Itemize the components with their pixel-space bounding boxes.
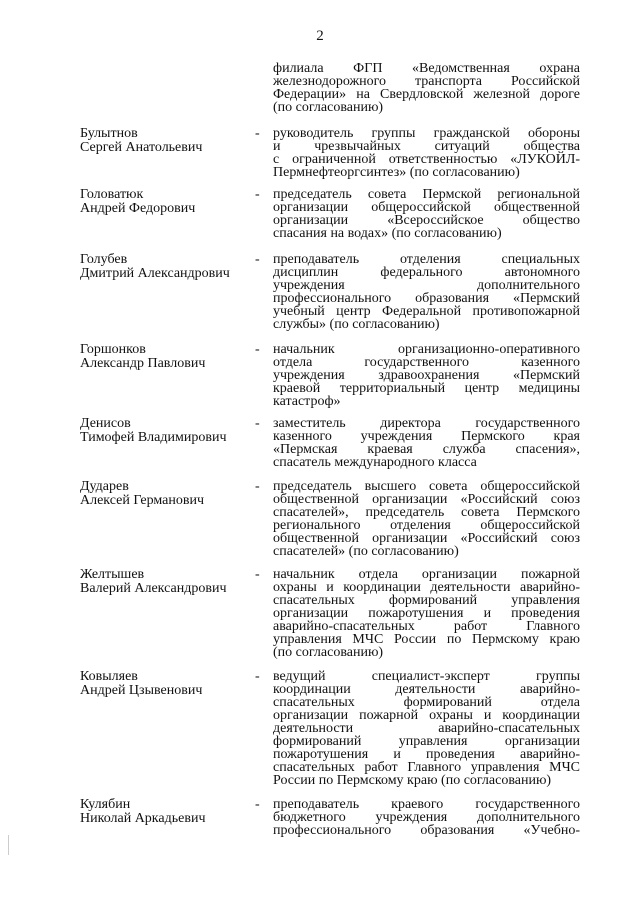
desc-line: учреждения здравоохранения «Пермский — [273, 368, 580, 383]
desc-line: спасатель международного класса — [273, 455, 477, 470]
member-given-name: Дмитрий Александрович — [80, 266, 230, 281]
desc-line: преподаватель отделения специальных — [273, 252, 580, 267]
dash-separator: - — [255, 797, 260, 812]
desc-line: спасательных формирований управления — [273, 593, 580, 608]
desc-line: Пермнефтеоргсинтез» (по согласованию) — [273, 165, 520, 180]
dash-separator: - — [255, 567, 260, 582]
member-surname: Горшонков — [80, 342, 146, 357]
desc-line: формирований управления организации — [273, 734, 580, 749]
desc-line: начальник отдела организации пожарной — [273, 567, 580, 582]
member-name — [80, 798, 255, 826]
dash-separator: - — [255, 479, 260, 494]
member-name — [80, 127, 255, 155]
member-surname: Голубев — [80, 252, 128, 267]
member-given-name: Алексей Германович — [80, 493, 204, 508]
member-position — [273, 127, 580, 179]
member-surname: Желтышев — [80, 567, 145, 582]
desc-line: спасательных формирований отдела — [273, 695, 580, 710]
member-given-name: Александр Павлович — [80, 356, 206, 371]
desc-line: заместитель директора государственного — [273, 416, 580, 431]
desc-line: пожаротушения и проведения аварийно- — [273, 747, 580, 762]
desc-line: спасания на водах» (по согласованию) — [273, 226, 502, 241]
desc-line: «Пермская краевая служба спасения», — [273, 442, 580, 457]
dash-separator: - — [255, 416, 260, 431]
member-given-name: Тимофей Владимирович — [80, 430, 227, 445]
desc-line: руководитель группы гражданской обороны — [273, 126, 580, 141]
dash-separator: - — [255, 126, 260, 141]
desc-line: с ограниченной ответственностью «ЛУКОЙЛ- — [273, 152, 580, 167]
desc-line: краевой территориальный центр медицины — [273, 381, 580, 396]
member-position — [273, 417, 580, 469]
member-given-name: Николай Аркадьевич — [80, 811, 206, 826]
dash-separator: - — [255, 342, 260, 357]
desc-line: ведущий специалист-эксперт группы — [273, 669, 580, 684]
dash-separator: - — [255, 252, 260, 267]
member-given-name: Андрей Федорович — [80, 201, 196, 216]
member-name — [80, 480, 255, 508]
member-position — [273, 253, 580, 331]
desc-line: преподаватель краевого государственного — [273, 797, 580, 812]
desc-line: председатель высшего совета общероссийской — [273, 479, 580, 494]
member-surname: Кулябин — [80, 797, 131, 812]
desc-line: организации общероссийской общественной — [273, 200, 580, 215]
desc-line: организации пожаротушения и проведения — [273, 606, 580, 621]
desc-line: Федерации» на Свердловской железной дороге — [273, 87, 580, 102]
desc-line: спасателей» (по согласованию) — [273, 544, 459, 559]
desc-line: спасателей», председатель совета Пермского — [273, 505, 580, 520]
member-name — [80, 670, 255, 698]
member-position — [273, 798, 580, 837]
continuation-text — [273, 62, 580, 114]
desc-line: отдела государственного казенного — [273, 355, 580, 370]
desc-line: спасательных работ Главного управления МЧС — [273, 760, 580, 775]
desc-line: учебный центр Федеральной противопожарной — [273, 304, 580, 319]
desc-line: дисциплин федерального автономного — [273, 265, 580, 280]
member-name — [80, 343, 255, 371]
member-position — [273, 343, 580, 408]
dash-separator: - — [255, 669, 260, 684]
desc-line: деятельности аварийно-спасательных — [273, 721, 580, 736]
member-position — [273, 480, 580, 558]
desc-line: общественной организации «Российский союз — [273, 492, 580, 507]
member-surname: Булытнов — [80, 126, 138, 141]
page-number: 2 — [316, 28, 324, 44]
member-name — [80, 417, 255, 445]
member-name — [80, 568, 255, 596]
scan-edge-mark — [8, 835, 9, 855]
member-given-name: Валерий Александрович — [80, 581, 227, 596]
member-name — [80, 253, 255, 281]
member-surname: Дударев — [80, 479, 129, 494]
member-given-name: Сергей Анатольевич — [80, 140, 203, 155]
member-position — [273, 670, 580, 787]
desc-line: управления МЧС России по Пермскому краю — [273, 632, 580, 647]
desc-line: казенного учреждения Пермского края — [273, 429, 580, 444]
member-name — [80, 188, 255, 216]
member-position — [273, 188, 580, 240]
desc-line: председатель совета Пермской региональной — [273, 187, 580, 202]
desc-line: филиала ФГП «Ведомственная охрана — [273, 61, 580, 76]
desc-line: начальник организационно-оперативного — [273, 342, 580, 357]
member-surname: Ковыляев — [80, 669, 138, 684]
member-given-name: Андрей Цзывенович — [80, 683, 203, 698]
desc-line: организации «Всероссийское общество — [273, 213, 580, 228]
member-position — [273, 568, 580, 659]
member-surname: Денисов — [80, 416, 131, 431]
desc-line: учреждения дополнительного — [273, 278, 580, 293]
member-surname: Головатюк — [80, 187, 144, 202]
desc-line: бюджетного учреждения дополнительного — [273, 810, 580, 825]
desc-line: катастроф» — [273, 394, 341, 409]
desc-line: (по согласованию) — [273, 100, 384, 115]
desc-line: службы» (по согласованию) — [273, 317, 440, 332]
desc-line: охраны и координации деятельности аварийно- — [273, 580, 580, 595]
desc-line: регионального отделения общероссийской — [273, 518, 580, 533]
desc-line: и чрезвычайных ситуаций общества — [273, 139, 580, 154]
desc-line: железнодорожного транспорта Российской — [273, 74, 580, 89]
desc-line: координации деятельности аварийно- — [273, 682, 580, 697]
desc-line: общественной организации «Российский союз — [273, 531, 580, 546]
desc-line: (по согласованию) — [273, 645, 384, 660]
dash-separator: - — [255, 187, 260, 202]
desc-line: аварийно-спасательных работ Главного — [273, 619, 580, 634]
desc-line: организации пожарной охраны и координации — [273, 708, 580, 723]
desc-line: профессионального образования «Пермский — [273, 291, 580, 306]
desc-line: профессионального образования «Учебно- — [273, 823, 580, 838]
desc-line: России по Пермскому краю (по согласованию) — [273, 773, 552, 788]
